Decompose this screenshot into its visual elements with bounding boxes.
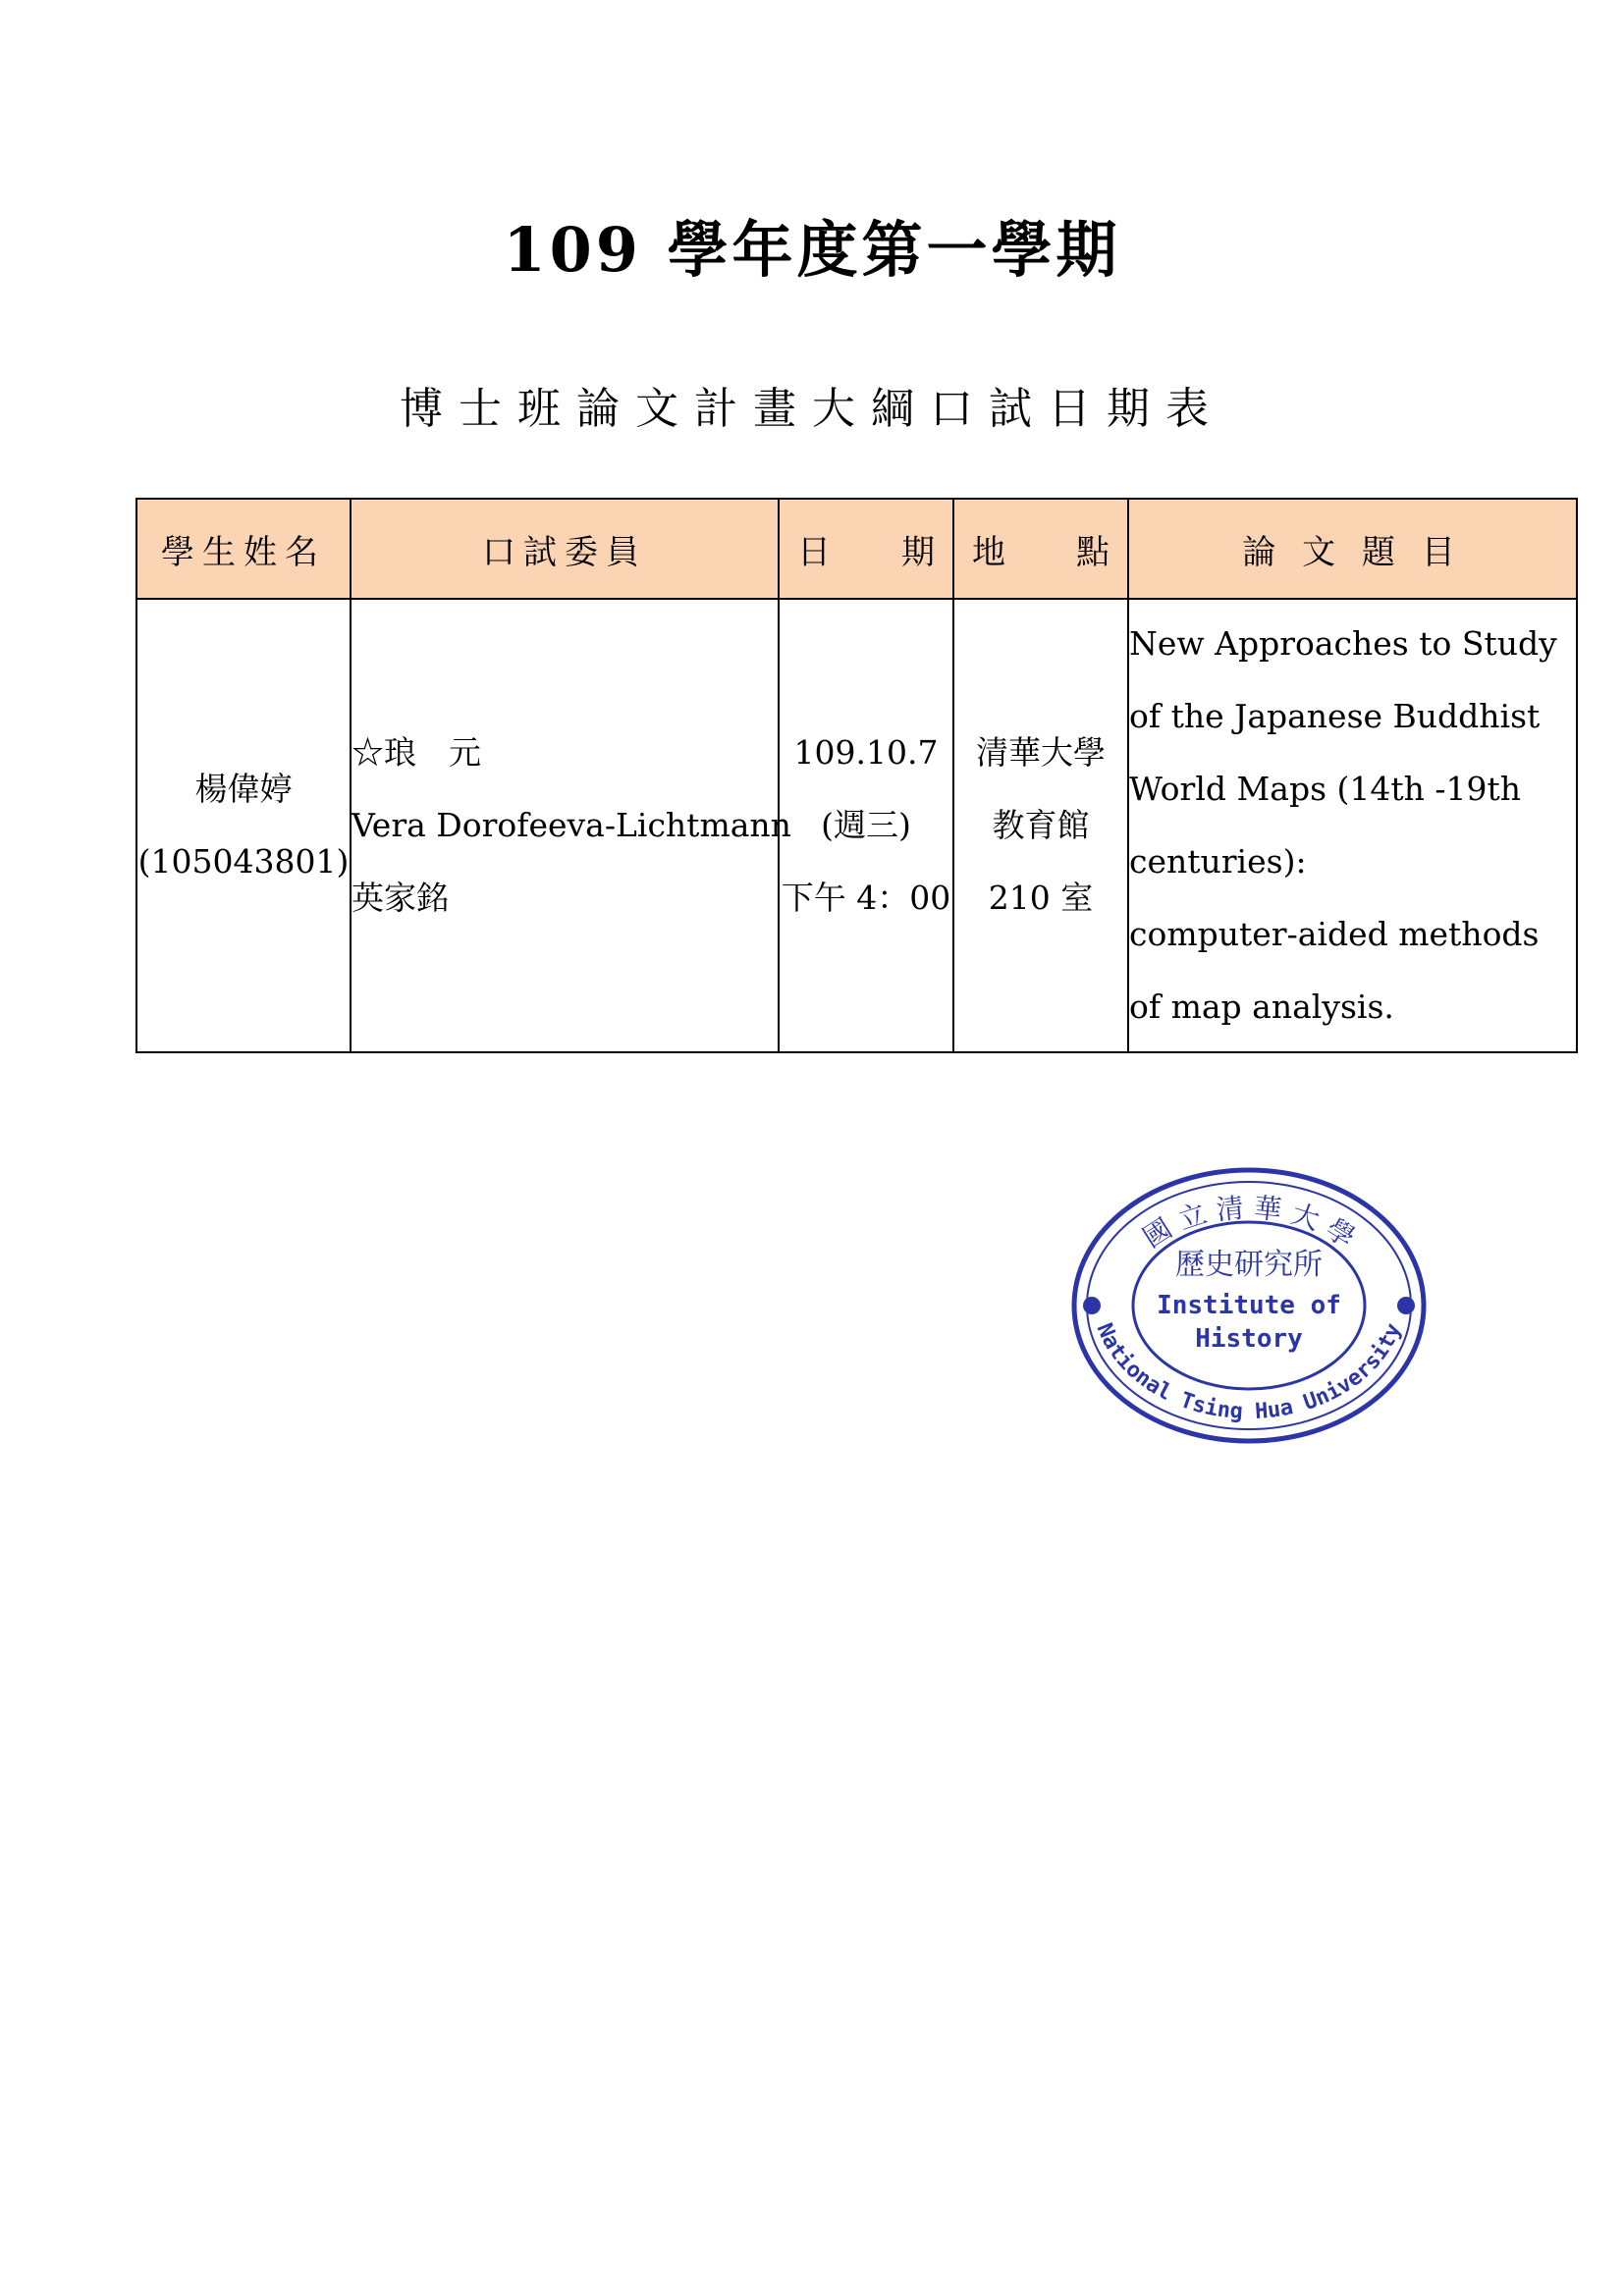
seal-arc-top: 國 立 清 華 大 學: [1137, 1191, 1361, 1255]
header-student-name: 學生姓名: [136, 499, 351, 599]
seal-unit-zh: 歷史研究所: [1175, 1248, 1323, 1282]
date-cell: [779, 599, 953, 1052]
student-name: 楊偉婷: [194, 770, 293, 808]
exam-date: 109.10.7: [793, 733, 939, 772]
committee-cell: [351, 599, 791, 1052]
header-date: [779, 499, 953, 599]
exam-time: 下午 4：00: [781, 879, 951, 917]
seal-unit-en-2: History: [1195, 1324, 1303, 1354]
thesis-topic-line: New Approaches to Study: [1129, 624, 1557, 663]
header-thesis-topic: 論 文 題 目: [1128, 499, 1577, 599]
seal-arc-bottom: National Tsing Hua University: [1091, 1319, 1407, 1424]
place-room: 210 室: [988, 879, 1094, 917]
thesis-topic-line: of the Japanese Buddhist: [1129, 697, 1541, 735]
thesis-topic-line: computer-aided methods: [1129, 915, 1540, 953]
place-cell: [953, 599, 1128, 1052]
student-cell: [136, 599, 351, 1052]
student-id: (105043801): [137, 842, 350, 881]
thesis-topic-cell: [1128, 599, 1577, 1052]
committee-member: 英家銘: [352, 879, 449, 917]
place-building: 教育館: [992, 806, 1090, 844]
seal-unit-en-1: Institute of: [1157, 1291, 1341, 1320]
page-title: 109 學年度第一學期: [503, 214, 1121, 286]
committee-member: Vera Dorofeeva-Lichtmann: [352, 806, 791, 844]
thesis-topic-line: centuries):: [1129, 842, 1307, 881]
thesis-topic-line: of map analysis.: [1129, 988, 1394, 1026]
institute-seal-stamp: [1062, 1158, 1435, 1453]
exam-weekday: (週三): [821, 806, 911, 844]
place-campus: 清華大學: [976, 733, 1106, 772]
thesis-topic-line: World Maps (14th -19th: [1129, 770, 1522, 808]
header-place: [953, 499, 1128, 599]
header-place-char-1: 地: [972, 532, 1005, 572]
header-place-char-2: 點: [1076, 532, 1110, 572]
exam-schedule-table: [135, 498, 1578, 1053]
header-committee: 口試委員: [351, 499, 779, 599]
table-header-row: [136, 499, 1577, 599]
header-date-char-2: 期: [901, 532, 935, 572]
header-date-char-1: 日: [797, 532, 831, 572]
table-row: [136, 599, 1577, 1052]
page-subtitle: 博士班論文計畫大綱口試日期表: [400, 384, 1224, 434]
committee-member-chair: ☆琅 元: [352, 733, 481, 772]
